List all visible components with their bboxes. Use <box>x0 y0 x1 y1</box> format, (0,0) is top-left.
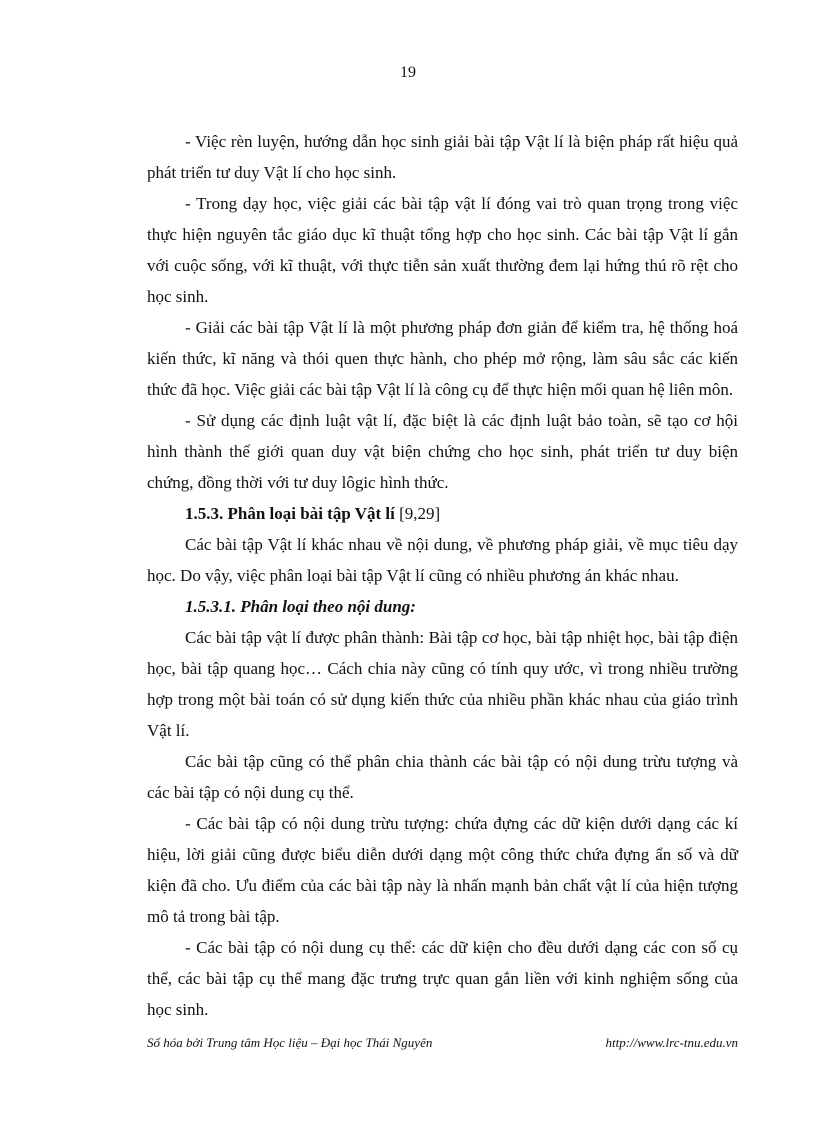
paragraph: - Trong dạy học, việc giải các bài tập vật lí đóng vai trò quan trọng trong việc thực hiện nguyên tắc giáo dục kĩ thuật tổng hợp cho học sinh. Các bài tập Vật lí gắn với cuộc sống, với kĩ thuật, với thực tiễn sản xuất thường đem lại hứng thú rõ rệt cho học sinh. <box>147 194 738 306</box>
section-heading-citation: [9,29] <box>394 504 441 523</box>
paragraph: Các bài tập cũng có thể phân chia thành các bài tập có nội dung trừu tượng và các bài tập có nội dung cụ thể. <box>147 752 738 802</box>
section-heading <box>147 498 738 529</box>
paragraph: - Sử dụng các định luật vật lí, đặc biệt là các định luật bảo toàn, sẽ tạo cơ hội hình thành thế giới quan duy vật biện chứng cho học sinh, phát triển tư duy biện chứng, đồng thời với tư duy lôgic hình thức. <box>147 411 738 492</box>
subsection-heading: 1.5.3.1. Phân loại theo nội dung: <box>185 597 416 616</box>
paragraph: - Việc rèn luyện, hướng dẫn học sinh giải bài tập Vật lí là biện pháp rất hiệu quả phát triển tư duy Vật lí cho học sinh. <box>147 132 738 182</box>
footer-url: http://www.lrc-tnu.edu.vn <box>605 1035 738 1050</box>
section-intro: Các bài tập Vật lí khác nhau về nội dung, về phương pháp giải, về mục tiêu dạy học. Do vậy, việc phân loại bài tập Vật lí cũng có nhiều phương án khác nhau. <box>147 535 738 585</box>
page-number: 19 <box>400 64 416 81</box>
page-footer <box>147 1035 738 1051</box>
section-heading-title: 1.5.3. Phân loại bài tập Vật lí <box>185 504 395 523</box>
paragraph: - Các bài tập có nội dung trừu tượng: chứa đựng các dữ kiện dưới dạng các kí hiệu, lời giải cũng được biểu diễn dưới dạng một công thức chứa đựng ẩn số và dữ kiện đã cho. Ưu điểm của các bài tập này là nhấn mạnh bản chất vật lí của hiện tượng mô tả trong bài tập. <box>147 814 738 926</box>
document-body <box>147 126 738 1025</box>
footer-source: Số hóa bởi Trung tâm Học liệu – Đại học Thái Nguyên <box>147 1035 433 1050</box>
paragraph: - Các bài tập có nội dung cụ thể: các dữ kiện cho đều dưới dạng các con số cụ thể, các bài tập cụ thể mang đặc trưng trực quan gắn liền với kinh nghiệm sống của học sinh. <box>147 938 738 1019</box>
paragraph: Các bài tập vật lí được phân thành: Bài tập cơ học, bài tập nhiệt học, bài tập điện học, bài tập quang học… Cách chia này cũng có tính quy ước, vì trong nhiều trường hợp trong một bài toán có sử dụng kiến thức của nhiều phần khác nhau của giáo trình Vật lí. <box>147 628 738 740</box>
paragraph: - Giải các bài tập Vật lí là một phương pháp đơn giản để kiểm tra, hệ thống hoá kiến thức, kĩ năng và thói quen thực hành, cho phép mở rộng, làm sâu sắc các kiến thức đã học. Việc giải các bài tập Vật lí là công cụ để thực hiện mối quan hệ liên môn. <box>147 318 738 399</box>
